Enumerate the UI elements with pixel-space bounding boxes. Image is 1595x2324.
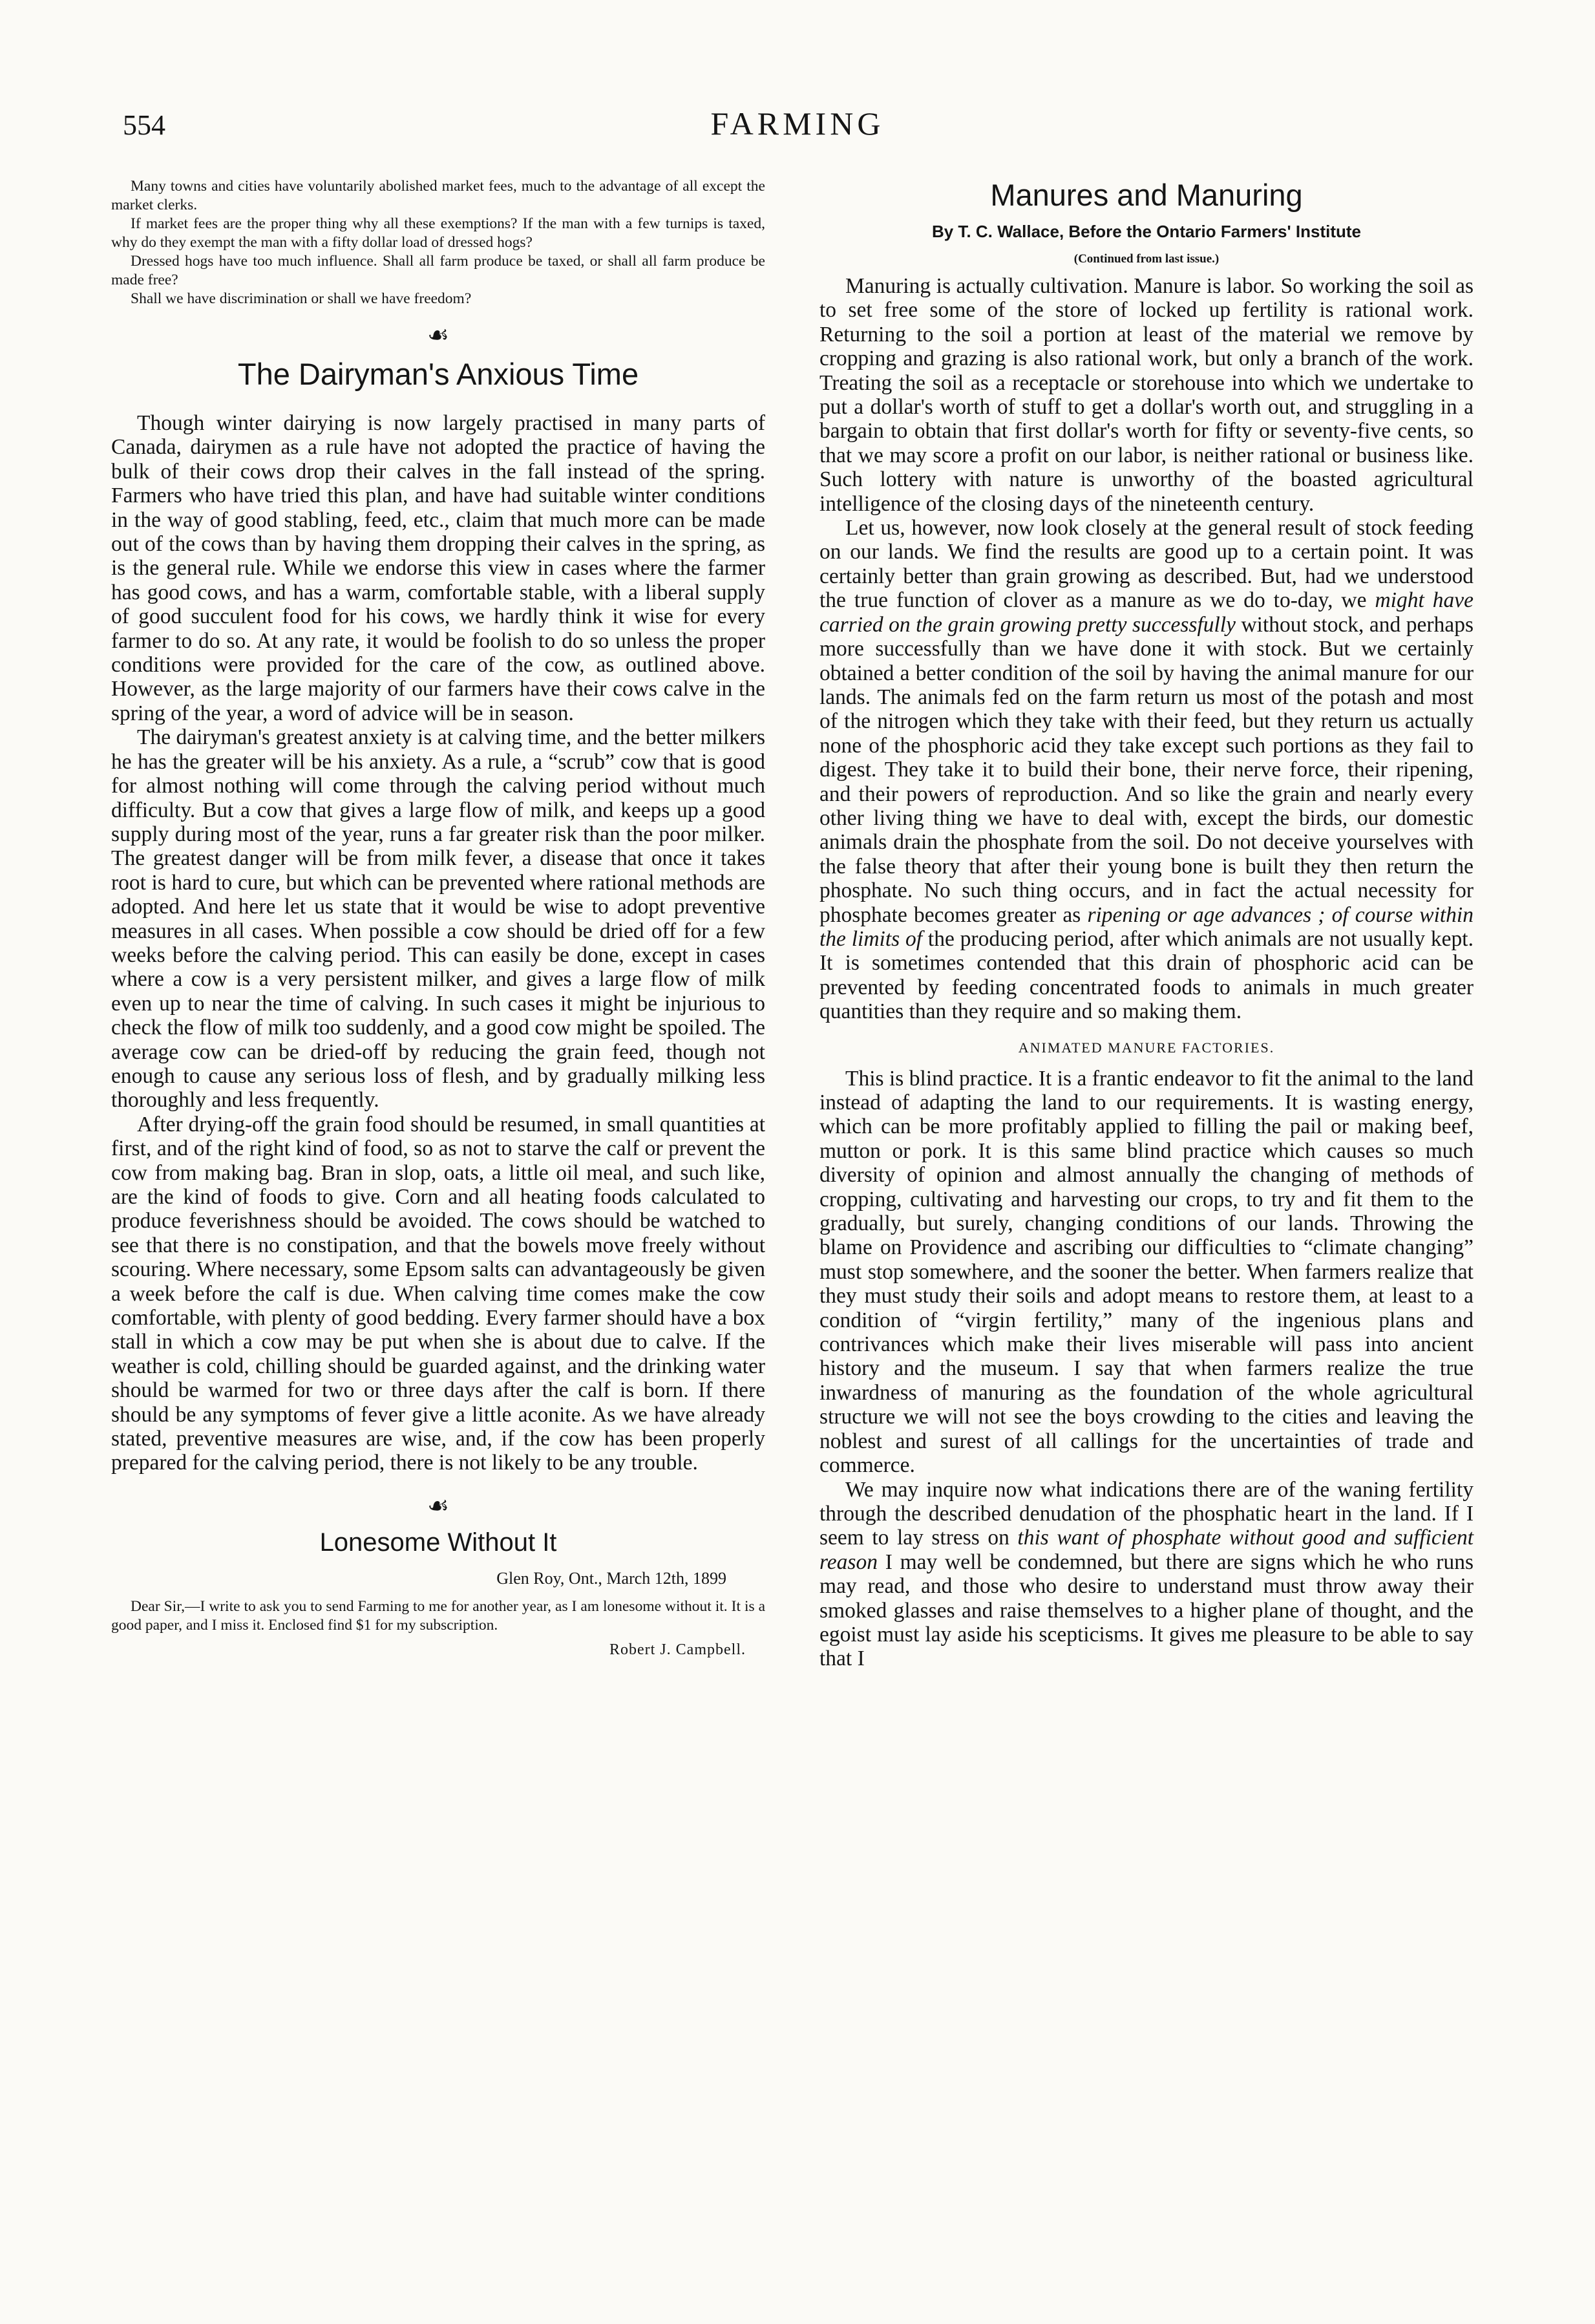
lonesome-letter [111, 1597, 765, 1635]
ornament-icon: ☙ [427, 1492, 450, 1520]
manures-paragraph [819, 1478, 1474, 1671]
animated-manure-subhead: ANIMATED MANURE FACTORIES. [1018, 1039, 1275, 1056]
manures-text: We may inquire now what indications there are of the waning fertility through the described denudation of the phosphatic heart in the land. If I seem to lay stress on [819, 1477, 1474, 1550]
running-head: FARMING [710, 105, 885, 142]
page-number: 554 [123, 109, 165, 141]
lonesome-article-title: Lonesome Without It [319, 1528, 557, 1557]
market-fees-paragraph: Many towns and cities have voluntarily abolished market fees, much to the advantage of all except the market clerks. [111, 178, 765, 213]
market-fees-paragraph: Shall we have discrimination or shall we have freedom? [131, 290, 472, 307]
manures-italic-text: this want of phosphate without good and sufficient reason [819, 1526, 1474, 1574]
manures-article-title: Manures and Manuring [990, 178, 1303, 212]
dairyman-article-title: The Dairyman's Anxious Time [237, 357, 639, 391]
manures-paragraph: This is blind practice. It is a frantic endeavor to fit the animal to the land instead of adapting the land to our requirements. It is wasting energy, which can be more profitably applied to filling the pail or making beef, mutton or pork. It is this same blind practice which causes so much diversity of opinion and almost annually the changing of methods of cropping, cultivating and harvesting our crops, to try and fit them to the gradually, but surely, changing conditions of our lands. Throwing the blame on Providence and ascribing our difficulties to “climate changing” must stop somewhere, and the sooner the better. When farmers realize that they must study their soils and adopt means to restore them, at least to a condition of “virgin fertility,” many of the ingenious plans and contrivances which make their lives miserable will pass into ancient history and the museum. I say that when farmers realize the true inwardness of manuring as the foundation of the whole agricultural structure we will not see the boys crowding to the cities and leaving the noblest and surest of all callings for the uncertainties of trade and commerce. [819, 1066, 1474, 1478]
lonesome-signature: Robert J. Campbell. [609, 1641, 746, 1658]
dairyman-paragraph: After drying-off the grain food should be resumed, in small quantities at first, and of the right kind of food, so as not to starve the calf or prevent the cow from making bag. Bran in slop, oats, a little oil meal, and such like, are the kind of foods to give. Corn and all heating foods calculated to produce feverishness should be avoided. The cows should be watched to see that there is no constipation, and that the bowels move freely without scouring. Where necessary, some Epsom salts can advantageously be given a week before the calf is due. When calving time comes make the cow comfortable, with plenty of good bedding. Every farmer should have a box stall in which a cow may be put when she is about due to calve. If the weather is cold, chilling should be guarded against, and the drinking water should be warmed for two or three days after the calf is born. If there should be any symptoms of fever give a little aconite. As we have already stated, preventive measures are wise, and, if the cow has been properly prepared for the calving period, there is not likely to be any trouble. [111, 1112, 765, 1475]
dairyman-paragraph: Though winter dairying is now largely practised in many parts of Canada, dairymen as a rule have not adopted the practice of having the bulk of their cows drop their calves in the fall instead of the spring. Farmers who have tried this plan, and have had suitable winter conditions in the way of good stabling, feed, etc., claim that much more can be made out of the cows than by having them dropping their calves in the spring, as is the general rule. While we endorse this view in cases where the farmer has good cows, and has a warm, comfortable stable, with a liberal supply of good succulent food for his cows, we hardly think it wise for every farmer to do so. At any rate, it would be foolish to do so unless the proper conditions were provided for the care of the cow, as outlined above. However, as the large majority of our farmers have their cows calve in the spring of the year, a word of advice will be in season. [111, 411, 765, 725]
lonesome-dateline: Glen Roy, Ont., March 12th, 1899 [496, 1568, 726, 1588]
lonesome-letter-text: Dear Sir,—I write to ask you to send Farming to me for another year, as I am lonesome without it. It is a good paper, and I miss it. Enclosed find $1 for my subscription. [111, 1597, 765, 1634]
manures-paragraph [819, 516, 1474, 1024]
manures-article-body-continued [819, 1067, 1474, 1671]
market-fees-note [111, 177, 765, 308]
manures-text: without stock, and perhaps more successfully than we have done it with stock. But we certainly obtained a better condition of the soil by having the animal manure for our lands. The animals fed on the farm return us most of the potash and most of the nitrogen which they take with their feed, but they return us actually none of the phosphoric acid they take except such portions as they fail to digest. They take it to build their bone, their nerve force, their ripening, and their powers of reproduction. And so like the grain and nearly every other living thing we have to deal with, except the birds, our domestic animals drain the phosphate from the soil. Do not deceive yourselves with the false theory that after their young bone is built they then return the phosphate. No such thing occurs, and in fact the actual necessity for phosphate becomes greater as [819, 612, 1474, 927]
ornament-icon: ☙ [427, 322, 450, 349]
left-column [111, 177, 765, 1659]
manures-text: I may well be condemned, but there are signs which he who runs may read, and those who desire to understand must throw away their smoked glasses and raise themselves to a higher plane of thought, and the egoist must lay aside his scepticisms. It gives me pleasure to be able to say that I [819, 1550, 1474, 1671]
dairyman-paragraph: The dairyman's greatest anxiety is at calving time, and the better milkers he has the greater will be his anxiety. As a rule, a “scrub” cow that is good for almost nothing will come through the calving period without much difficulty. But a cow that gives a large flow of milk, and keeps up a good supply during most of the year, runs a far greater risk than the poor milker. The greatest danger will be from milk fever, a disease that once it takes root is hard to cure, but which can be prevented where rational methods are adopted. And here let us state that it would be wise to adopt preventive measures in all cases. When possible a cow should be dried off for a few weeks before the calving period. This can easily be done, except in cases where a cow is a very persistent milker, and gives a large flow of milk even up to near the time of calving. In such cases it might be injurious to check the flow of milk too suddenly, and a good cow might be spoiled. The average cow can be dried-off by reducing the grain feed, though not enough to cause any serious loss of flesh, and by gradually milking less thoroughly and less frequently. [111, 725, 765, 1113]
manures-paragraph: Manuring is actually cultivation. Manure is labor. So working the soil as to set free some of the store of locked up fertility is rational work. Returning to the soil a portion at least of the material we remove by cropping and grazing is also rational work, but only a branch of the work. Treating the soil as a receptacle or storehouse into which we undertake to put a dollar's worth of stuff to get a dollar's worth out, and struggling in a bargain to obtain that first dollar's worth for fifty or seventy-five cents, so that we may score a profit on our labor, is neither rational or business like. Such lottery with nature is unworthy of the boasted agricultural intelligence of the closing days of the nineteenth century. [819, 274, 1474, 516]
right-column [819, 177, 1474, 1671]
market-fees-paragraph: If market fees are the proper thing why all these exemptions? If the man with a few turnips is taxed, why do they exempt the man with a fifty dollar load of dressed hogs? [111, 215, 765, 251]
manures-article-body [819, 274, 1474, 1024]
manures-text: the producing period, after which animals are not usually kept. It is sometimes contended that this drain of phosphoric acid can be prevented by feeding concentrated foods to animals in much greater quantities than they require and so making them. [819, 926, 1474, 1024]
market-fees-paragraph: Dressed hogs have too much influence. Shall all farm produce be taxed, or shall all farm produce be made free? [111, 253, 765, 288]
dairyman-article-body [111, 411, 765, 1475]
manures-text: Let us, however, now look closely at the general result of stock feeding on our lands. We find the results are good up to a certain point. It was certainly better than grain growing as described. But, had we understood the true function of clover as a manure as we do to-day, we [819, 516, 1474, 613]
manures-continued-note: (Continued from last issue.) [1073, 252, 1220, 266]
manures-italic-text: ripening or age advances ; of course within the limits of [819, 902, 1474, 951]
manures-byline: By T. C. Wallace, Before the Ontario Farmers' Institute [931, 222, 1362, 241]
manures-italic-text: might have carried on the grain growing pretty successfully [819, 588, 1474, 637]
